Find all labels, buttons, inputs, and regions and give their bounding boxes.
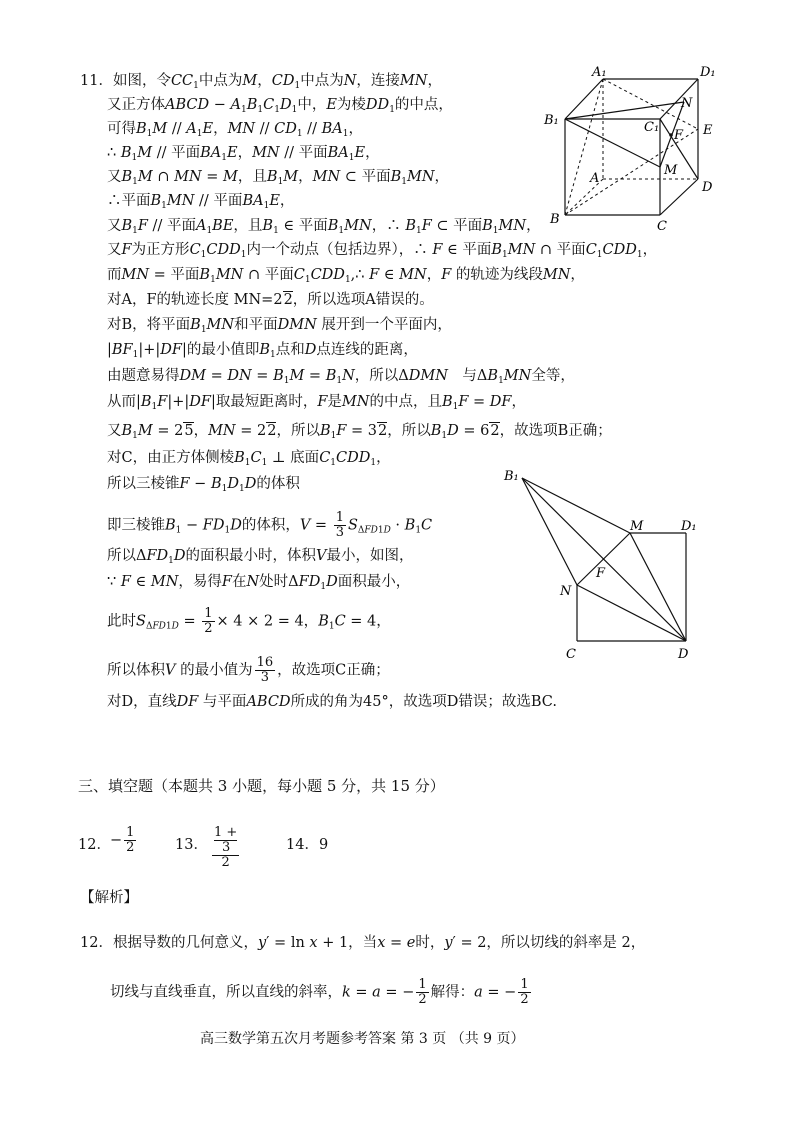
analysis-heading: 【解析】 (80, 890, 138, 906)
answer-12-value: − $\frac{1}{2}$ (110, 825, 135, 855)
p11-line-9: 而MN = 平面$B_1MN$ ∩ 平面$C_1CDD_1,\therefore$ F ∈ MN，F 的轨迹为线段MN， (107, 267, 585, 285)
section-3-title: 三、填空题（本题共 3 小题，每小题 5 分，共 15 分） (78, 777, 445, 795)
p11-line-13: 由题意易得DM = DN = $B_1M = B_1N$，所以ΔDMN 与$\Delta B_1MN$全等， (107, 368, 575, 386)
p11-line-23: 对D，直线DF 与平面ABCD所成的角为45°，故选项D错误；故选BC. (107, 694, 557, 710)
p11-line-15: 又$B_1M = 25$，MN = 22，所以$B_1F = 32$，所以$B_1D = 62$，故选项B正确； (107, 423, 612, 441)
answer-14: 14．9 (286, 837, 329, 853)
unfold-label-C: C (566, 647, 576, 662)
p11-line-7: 又$B_1F$ // 平面$A_1BE$，且$B_1$ ∈ 平面$B_1MN$，∴ $B_1F$ ⊂ 平面$B_1MN$， (107, 218, 541, 236)
p11-line-6: ∴平面$B_1MN$ // 平面$BA_1E$， (107, 193, 295, 211)
cube-label-B1: B₁ (544, 113, 559, 128)
p11-line-4: ∴ $B_1M$ // 平面$BA_1E$，MN // 平面$BA_1E$， (107, 145, 380, 163)
unfold-label-F: F (596, 566, 606, 581)
p11-line-2: 又正方体ABCD − $A_1B_1C_1D_1$中，E为棱$DD_1$的中点， (107, 97, 453, 115)
unfold-label-B1: B₁ (504, 469, 519, 484)
cube-label-C: C (657, 219, 667, 232)
p11-line-5: 又$B_1M$ ∩ MN = M，且$B_1M$，MN ⊂ 平面$B_1MN$， (107, 169, 450, 187)
cube-label-E: E (703, 123, 713, 138)
cube-label-F: F (674, 128, 684, 143)
page-footer: 高三数学第五次月考题参考答案 第 3 页 （共 9 页） (200, 1031, 525, 1047)
unfold-figure (500, 464, 710, 664)
cube-label-A: A (590, 171, 600, 186)
unfold-label-D1: D₁ (681, 519, 697, 534)
p11-line-22: 所以体积V 的最小值为 $\frac{16}{3}$ ，故选项C正确； (107, 655, 390, 685)
answer-12-label: 12． (78, 837, 111, 853)
answer-13-label: 13． (175, 837, 208, 853)
p11-line-20: ∵ F ∈ MN，易得F在N处时$\Delta FD_1D$面积最小， (107, 574, 411, 592)
p11-line-8: 又F为正方形$C_1CDD_1$内一个动点（包括边界），∴ F ∈ 平面$B_1MN$ ∩ 平面$C_1CDD_1$， (107, 242, 658, 260)
cube-label-D1: D₁ (700, 65, 716, 80)
p11-line-1: 11．如图，令$CC_1$中点为M，$CD_1$中点为N，连接MN， (80, 73, 442, 91)
cube-figure (540, 62, 720, 232)
cube-label-N: N (681, 96, 693, 111)
unfold-label-N: N (560, 584, 572, 599)
p11-line-21: 此时$S_{\Delta FD1D}$ = $\frac{1}{2}$ × 4 × 2 = 4，$B_1C = 4$， (107, 606, 391, 636)
p11-line-10: 对A，F的轨迹长度 MN=22，所以选项A错误的。 (107, 292, 434, 308)
unfold-label-D: D (678, 647, 689, 662)
p11-line-14: 从而$|B_1F|+|DF|$取最短距离时，F是MN的中点，且$B_1F$ = DF， (107, 394, 526, 412)
p11-line-19: 所以$\Delta FD_1D$的面积最小时，体积V最小，如图， (107, 548, 414, 566)
answer-13-value: 1 + 3 2 (214, 825, 238, 870)
unfold-label-M: M (630, 519, 644, 534)
p11-line-16: 对C，由正方体侧棱$B_1C_1$ ⊥ 底面$C_1CDD_1$， (107, 450, 391, 468)
cube-label-D: D (702, 180, 713, 195)
p11-line-12: $|BF_1|+|DF|$的最小值即$B_1$点和D点连线的距离， (107, 342, 418, 360)
p11-line-17: 所以三棱锥$F - B_1D_1D$的体积 (107, 476, 300, 494)
p11-line-11: 对B，将平面$B_1MN$和平面DMN 展开到一个平面内， (107, 317, 452, 335)
cube-label-A1: A₁ (592, 65, 607, 80)
p11-line-18: 即三棱锥$B_1 - FD_1D$的体积，V = $\frac{1}{3}$ $S_{\Delta FD1D} \cdot B_1C$ (107, 510, 433, 540)
cube-label-C1: C₁ (644, 120, 660, 135)
analysis-line-2: 切线与直线垂直，所以直线的斜率，k = a = − $\frac{1}{2}$ 解得：a = − $\frac{1}{2}$ (110, 977, 529, 1007)
cube-label-M: M (664, 163, 678, 178)
analysis-line-1: 12．根据导数的几何意义，y′ = ln x + 1，当x = e时，y′ = 2，所以切线的斜率是 2， (80, 935, 646, 951)
cube-label-B: B (550, 212, 560, 227)
p11-line-3: 可得$B_1M // A_1E$，MN // $CD_1 // BA_1$， (107, 121, 363, 139)
